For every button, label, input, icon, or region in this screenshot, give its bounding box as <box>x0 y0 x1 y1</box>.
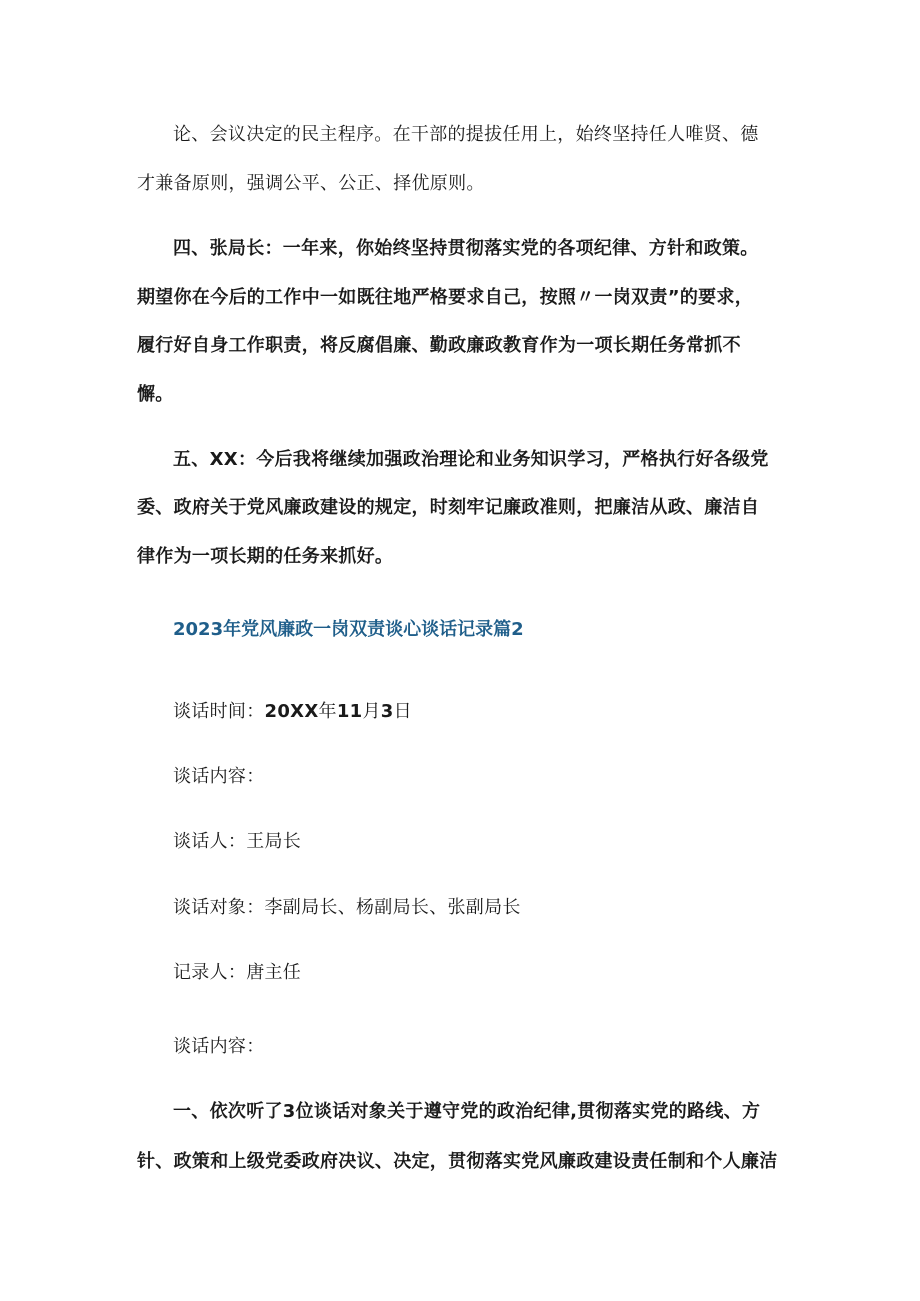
talk-time-month-unit: 月 <box>362 701 381 722</box>
talk-content-label-2: 谈话内容： <box>173 1036 265 1057</box>
section-2-title: 2023年党风廉政一岗双责谈心谈话记录篇2 <box>173 619 524 640</box>
talk-time-day-unit: 日 <box>393 701 412 722</box>
paragraph-4-line-2: 期望你在今后的工作中一如既往地严格要求自己，按照〃一岗双责”的要求， <box>137 287 754 308</box>
talk-time <box>173 700 412 724</box>
paragraph-4-line-3: 履行好自身工作职责，将反腐倡廉、勤政廉政教育作为一项长期任务常抓不 <box>137 335 741 356</box>
paragraph-5-line-1: 五、XX：今后我将继续加强政治理论和业务知识学习，严格执行好各级党 <box>173 449 769 470</box>
paragraph-6-line-2: 针、政策和上级党委政府决议、决定，贯彻落实党风廉政建设责任制和个人廉洁 <box>137 1151 778 1172</box>
talk-time-month: 11 <box>336 701 363 722</box>
talk-recorder: 记录人：唐主任 <box>173 962 302 983</box>
talk-speaker: 谈话人：王局长 <box>173 831 302 852</box>
paragraph-1-line-2: 才兼备原则，强调公平、公正、择优原则。 <box>137 173 485 194</box>
paragraph-1-line-1: 论、会议决定的民主程序。在干部的提拔任用上，始终坚持任人唯贤、德 <box>173 124 759 145</box>
paragraph-5-line-3: 律作为一项长期的任务来抓好。 <box>137 546 394 567</box>
talk-time-year: 20XX <box>264 701 319 722</box>
paragraph-5-line-2: 委、政府关于党风廉政建设的规定，时刻牢记廉政准则，把廉洁从政、廉洁自 <box>137 497 760 518</box>
talk-targets: 谈话对象：李副局长、杨副局长、张副局长 <box>173 897 521 918</box>
paragraph-4-line-1: 四、张局长：一年来，你始终坚持贯彻落实党的各项纪律、方针和政策。 <box>173 238 759 259</box>
talk-content-label-1: 谈话内容： <box>173 766 265 787</box>
talk-time-year-unit: 年 <box>318 701 337 722</box>
talk-time-label: 谈话时间： <box>173 701 265 722</box>
paragraph-4-line-4: 懈。 <box>137 384 174 405</box>
talk-time-day: 3 <box>380 701 394 722</box>
paragraph-6-line-1: 一、依次听了3位谈话对象关于遵守党的政治纪律,贯彻落实党的路线、方 <box>173 1101 761 1122</box>
